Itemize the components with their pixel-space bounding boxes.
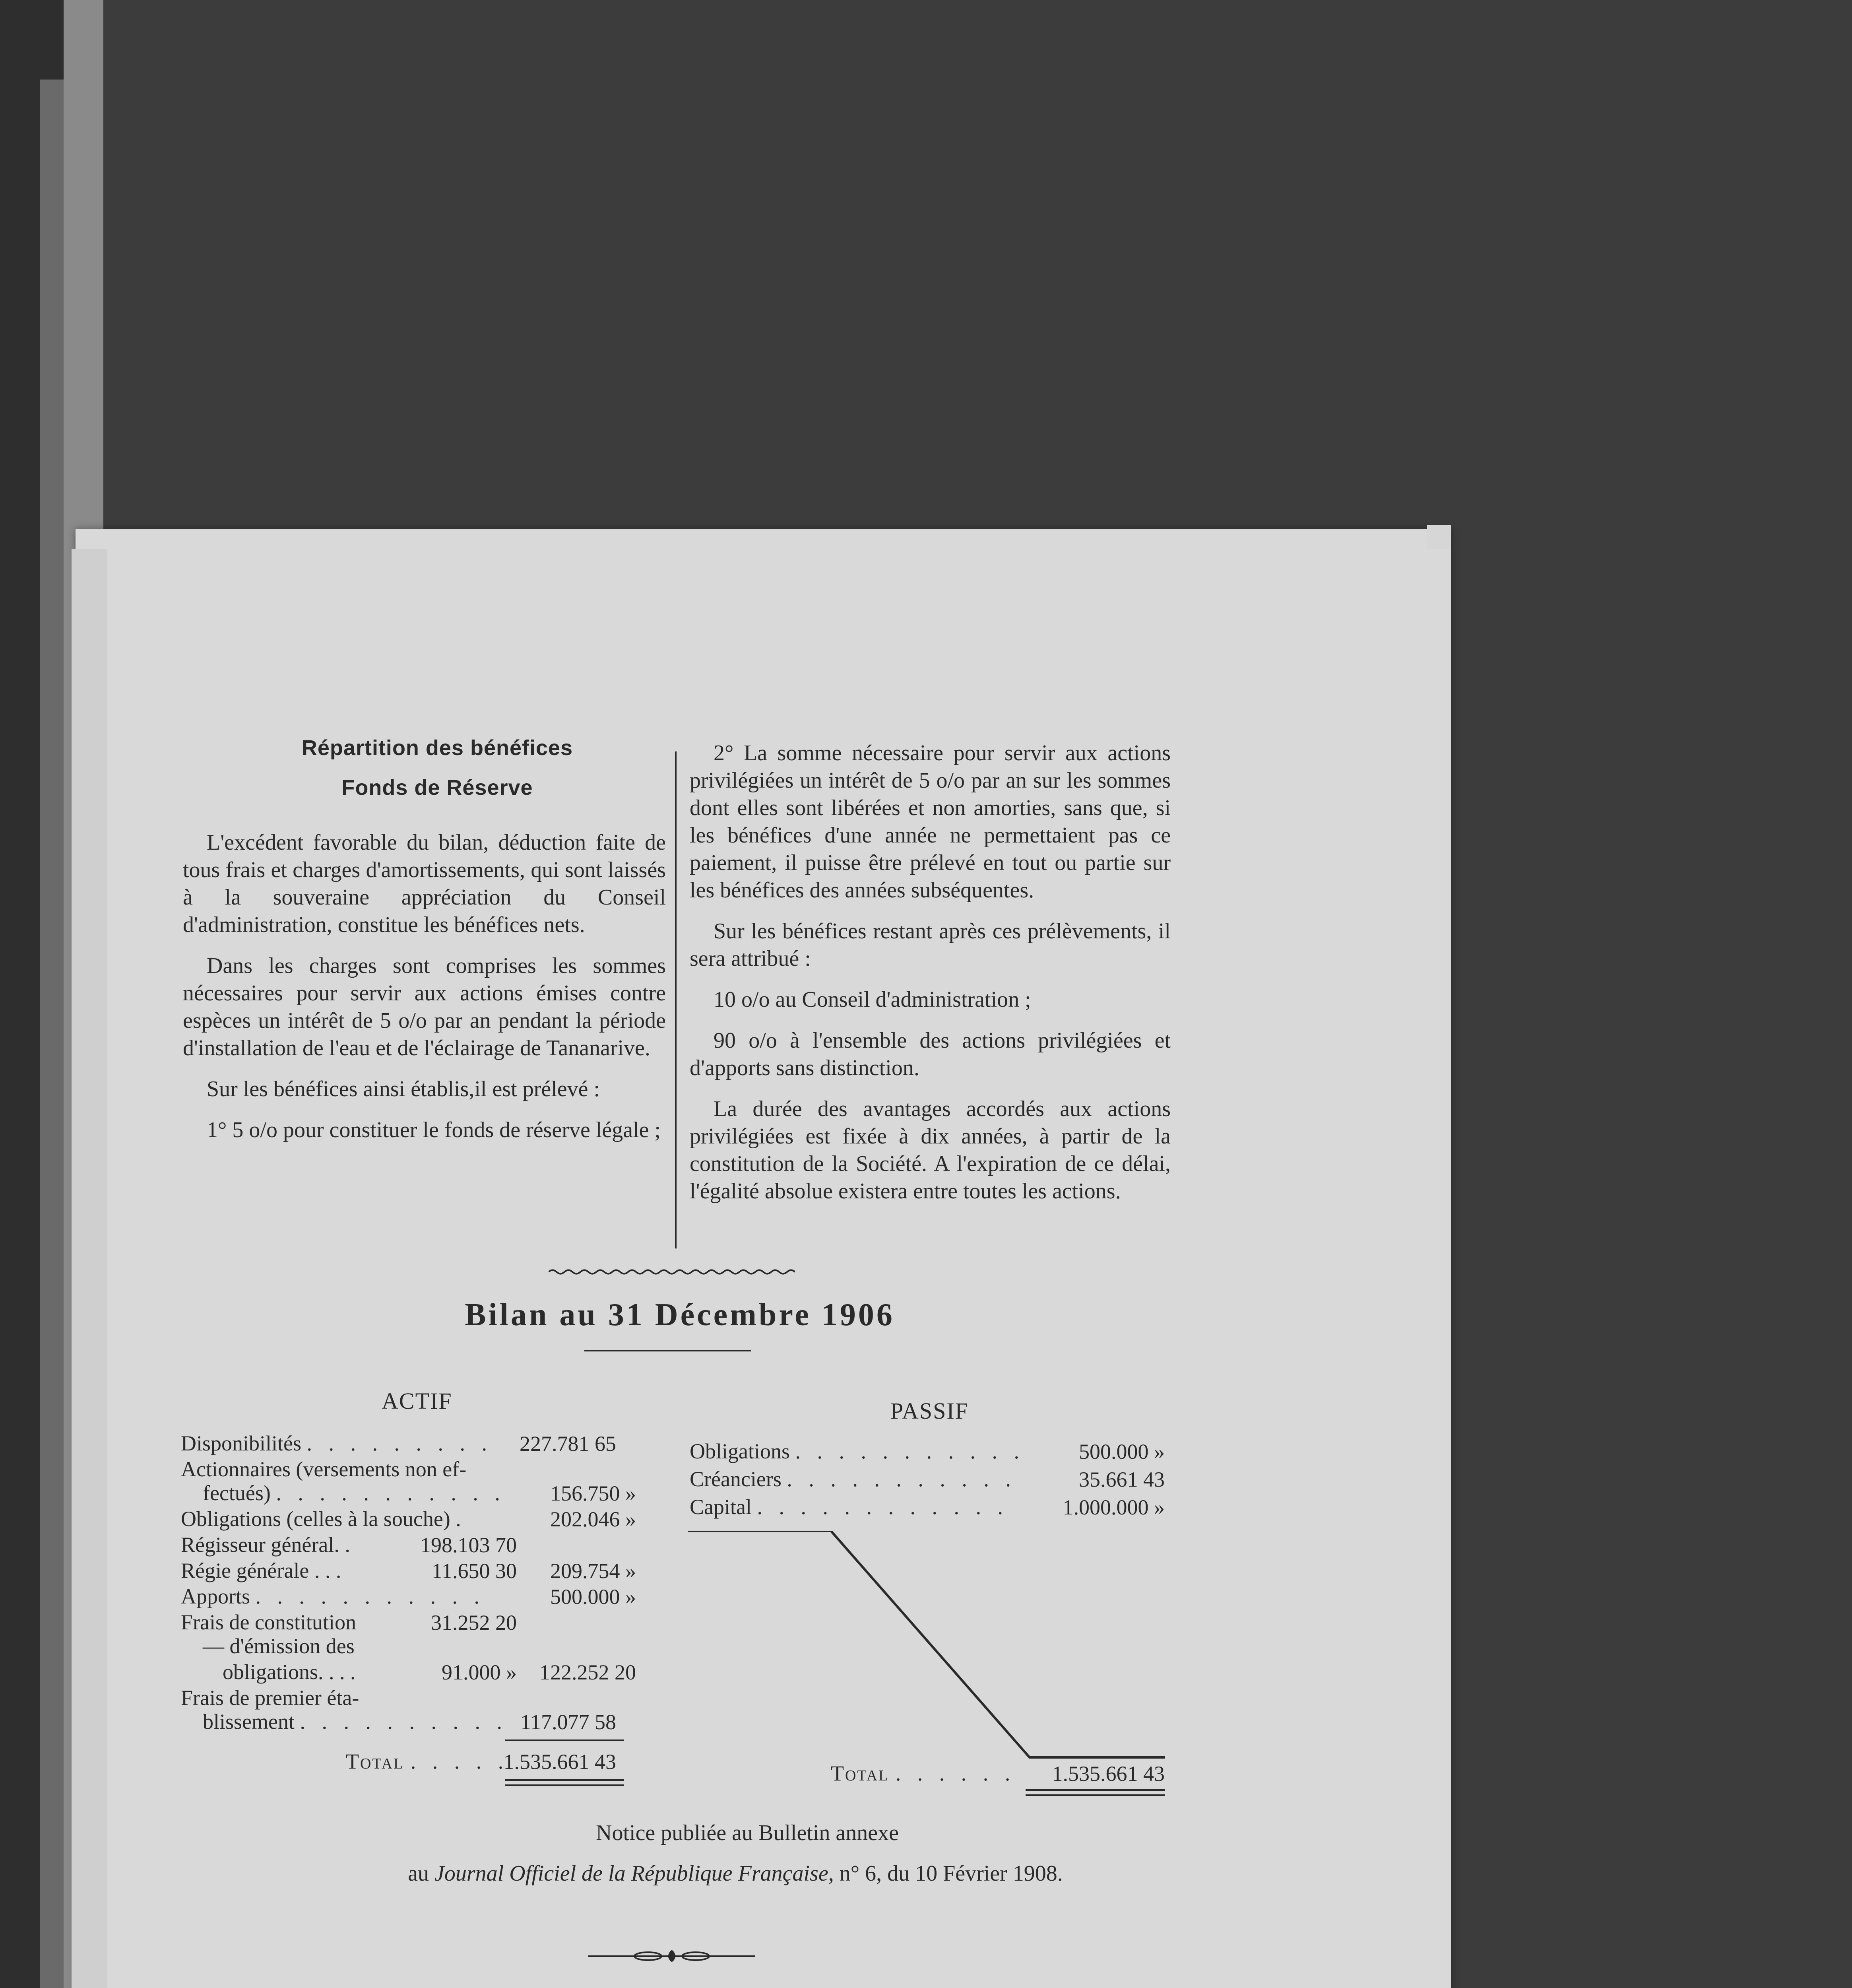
page-binding-strip — [40, 80, 64, 1988]
actif-row-amount: 122.252 20 — [539, 1660, 636, 1684]
column-divider — [675, 751, 677, 1248]
actif-row-label: blissement . . . . . . . . . . — [203, 1710, 508, 1734]
paragraph: 2° La somme nécessaire pour servir aux actions privilégiées un intérêt de 5 o/o par an sur les sommes dont elles sont libérées et non amorties, sans que, si les bénéfices d'une année ne permettaient pas ce paiement, il puisse être prélevé en tout ou partie sur les bénéfices des années subséquentes. — [690, 741, 1171, 903]
journal-title: Journal Officiel de la République Française — [434, 1861, 828, 1886]
actif-row-amount: 202.046 » — [550, 1507, 636, 1531]
actif-row-amount: 209.754 » — [550, 1559, 636, 1583]
actif-total-rule — [505, 1779, 624, 1781]
actif-row-subamount: 198.103 70 — [420, 1533, 517, 1557]
bilan-title: Bilan au 31 Décembre 1906 — [465, 1297, 895, 1332]
page-fold-edge — [72, 549, 107, 1988]
paragraph: Dans les charges sont comprises les sommes nécessaires pour servir aux actions émises contre espèces un intérêt de 5 o/o par an pendant la période d'installation de l'eau et de l'éclairage de Tananarive. — [183, 953, 666, 1060]
actif-row-subamount: 31.252 20 — [431, 1611, 517, 1635]
actif-row-amount: 227.781 65 — [520, 1432, 616, 1456]
notice-line-2: au Journal Officiel de la République Française, n° 6, du 10 Février 1908. — [408, 1861, 1063, 1886]
notice-line-1: Notice publiée au Bulletin annexe — [596, 1821, 899, 1845]
passif-row-amount: 1.000.000 » — [1063, 1495, 1165, 1519]
actif-sum-rule — [505, 1740, 624, 1741]
paragraph: La durée des avantages accordés aux actions privilégiées est fixée à dix années, à partir de la constitution de la Société. A l'expiration de ce délai, l'égalité absolue existera entre toutes les actions. — [690, 1097, 1171, 1204]
passif-row-amount: 500.000 » — [1079, 1440, 1165, 1464]
fleuron-ornament-icon — [588, 1944, 755, 1968]
actif-row-label: fectués) . . . . . . . . . . . — [203, 1481, 506, 1505]
title-underline — [584, 1350, 751, 1351]
passif-row-label: Obligations . . . . . . . . . . . — [690, 1439, 1025, 1463]
actif-row-label: Disponibilités . . . . . . . . . — [181, 1431, 493, 1455]
heading-repartition: Répartition des bénéfices — [301, 736, 573, 760]
actif-row-label: Actionnaires (versements non ef- — [181, 1457, 467, 1481]
actif-row-label: Régisseur général. . — [181, 1533, 350, 1557]
page-corner — [1427, 525, 1451, 549]
passif-total-rule — [1026, 1794, 1165, 1796]
actif-row-label: Apports . . . . . . . . . . . — [181, 1584, 485, 1608]
paragraph: L'excédent favorable du bilan, déduction faite de tous frais et charges d'amortissements, qui sont laissés à la souveraine appréciation du Conseil d'administration, constitue les bénéfices nets. — [183, 830, 666, 937]
paragraph: Sur les bénéfices ainsi établis,il est prélevé : — [207, 1077, 600, 1101]
actif-header: ACTIF — [382, 1388, 452, 1414]
actif-row-subamount: 91.000 » — [442, 1660, 517, 1684]
heading-fonds-reserve: Fonds de Réserve — [341, 776, 533, 800]
passif-row-label: Capital . . . . . . . . . . . . — [690, 1495, 1008, 1519]
paragraph: 90 o/o à l'ensemble des actions privilégiées et d'apports sans distinction. — [690, 1028, 1171, 1080]
actif-row-amount: 117.077 58 — [520, 1710, 616, 1734]
paragraph: Sur les bénéfices restant après ces prélèvements, il sera attribué : — [690, 919, 1171, 971]
actif-row-amount: 500.000 » — [550, 1585, 636, 1609]
actif-row-label: Régie générale . . . — [181, 1559, 341, 1582]
passif-row-label: Créanciers . . . . . . . . . . . — [690, 1467, 1016, 1491]
paragraph: 1° 5 o/o pour constituer le fonds de réserve légale ; — [207, 1118, 661, 1142]
actif-row-subamount: 11.650 30 — [432, 1559, 517, 1583]
actif-row-label: — d'émission des — [203, 1634, 355, 1658]
actif-row-label: obligations. . . . — [223, 1660, 356, 1684]
actif-row-label: Obligations (celles à la souche) . — [181, 1507, 461, 1531]
passif-blank-line — [688, 1531, 1165, 1769]
passif-total-label: Total . . . . . . — [831, 1761, 1016, 1785]
passif-header: PASSIF — [890, 1398, 969, 1424]
actif-total-amount: 1.535.661 43 — [503, 1750, 616, 1774]
actif-row-label: Frais de constitution — [181, 1610, 356, 1634]
paragraph: 10 o/o au Conseil d'administration ; — [714, 987, 1031, 1012]
passif-total-rule — [1026, 1789, 1165, 1791]
passif-total-amount: 1.535.661 43 — [1052, 1762, 1165, 1786]
wavy-separator — [549, 1268, 795, 1276]
right-column-text — [690, 740, 1171, 1219]
actif-total-label: Total . . . . . — [346, 1749, 509, 1773]
actif-row-amount: 156.750 » — [550, 1481, 636, 1505]
actif-row-label: Frais de premier éta- — [181, 1686, 359, 1710]
left-column-text — [183, 829, 666, 1157]
actif-total-rule — [505, 1784, 624, 1786]
passif-row-amount: 35.661 43 — [1079, 1468, 1165, 1491]
